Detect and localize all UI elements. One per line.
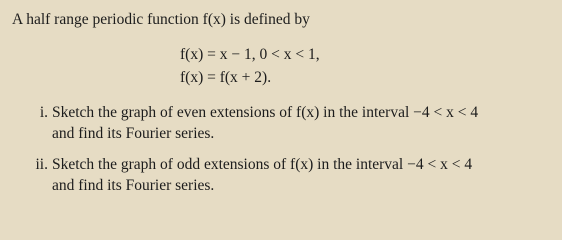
question-ii-line-2: and find its Fourier series.	[52, 177, 215, 194]
question-number-i: i.	[39, 104, 48, 121]
question-i-line-2: and find its Fourier series.	[52, 125, 215, 142]
equation-definition: f(x) = x − 1, 0 < x < 1,	[180, 46, 320, 63]
question-number-ii: ii.	[35, 156, 48, 173]
equation-periodicity: f(x) = f(x + 2).	[180, 69, 272, 86]
question-i-line-1: Sketch the graph of even extensions of f(x) in the interval −4 < x < 4	[52, 104, 479, 121]
intro-text: A half range periodic function f(x) is defined by	[12, 11, 310, 28]
question-ii-line-1: Sketch the graph of odd extensions of f(x) in the interval −4 < x < 4	[52, 156, 473, 173]
